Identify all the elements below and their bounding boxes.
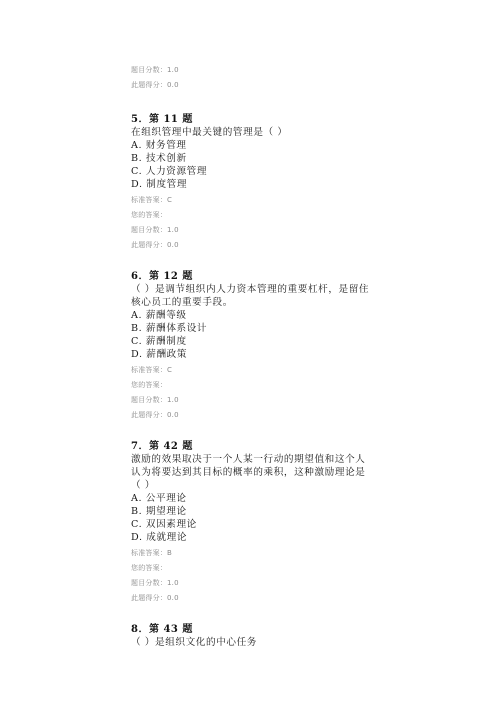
question-stem-line: 核心员工的重要手段。 — [131, 297, 233, 308]
question-header: 5．第 11 题 — [131, 114, 193, 125]
points-earned: 此题得分：0.0 — [131, 241, 179, 249]
question-header: 8．第 43 题 — [131, 624, 193, 635]
question-header: 7．第 42 题 — [131, 441, 193, 452]
question-stem-line: 认为将要达到其目标的概率的乘积，这种激励理论是 — [131, 467, 366, 478]
option-b: B. 薪酬体系设计 — [131, 323, 208, 334]
question-header: 6．第 12 题 — [131, 271, 193, 282]
question-stem-line: （ ） — [131, 480, 156, 491]
question-stem-line: 激励的效果取决于一个人某一行动的期望值和这个人 — [131, 454, 366, 465]
points-earned: 此题得分：0.0 — [131, 594, 179, 602]
standard-answer: 标准答案：C — [131, 196, 173, 204]
points-earned: 此题得分：0.0 — [131, 411, 179, 419]
question-stem-line: （ ）是调节组织内人力资本管理的重要杠杆，是留住 — [131, 284, 370, 295]
question-score: 题目分数：1.0 — [131, 66, 179, 74]
points-earned: 此题得分：0.0 — [131, 81, 179, 89]
option-c: C. 人力资源管理 — [131, 166, 208, 177]
option-c: C. 薪酬制度 — [131, 336, 187, 347]
question-score: 题目分数：1.0 — [131, 579, 179, 587]
your-answer: 您的答案： — [131, 381, 167, 389]
your-answer: 您的答案： — [131, 564, 167, 572]
option-b: B. 技术创新 — [131, 153, 187, 164]
option-c: C. 双因素理论 — [131, 519, 197, 530]
option-a: A. 财务管理 — [131, 140, 187, 151]
standard-answer: 标准答案：B — [131, 549, 173, 557]
option-a: A. 薪酬等级 — [131, 310, 187, 321]
question-score: 题目分数：1.0 — [131, 396, 179, 404]
question-score: 题目分数：1.0 — [131, 226, 179, 234]
question-stem: （ ）是组织文化的中心任务 — [131, 637, 257, 648]
option-b: B. 期望理论 — [131, 506, 187, 517]
option-d: D. 成就理论 — [131, 532, 188, 543]
option-a: A. 公平理论 — [131, 493, 187, 504]
your-answer: 您的答案： — [131, 211, 167, 219]
question-stem: 在组织管理中最关键的管理是（ ） — [131, 127, 288, 138]
standard-answer: 标准答案：C — [131, 366, 173, 374]
option-d: D. 制度管理 — [131, 179, 188, 190]
option-d: D. 薪酬政策 — [131, 349, 188, 360]
question-column — [131, 0, 391, 649]
